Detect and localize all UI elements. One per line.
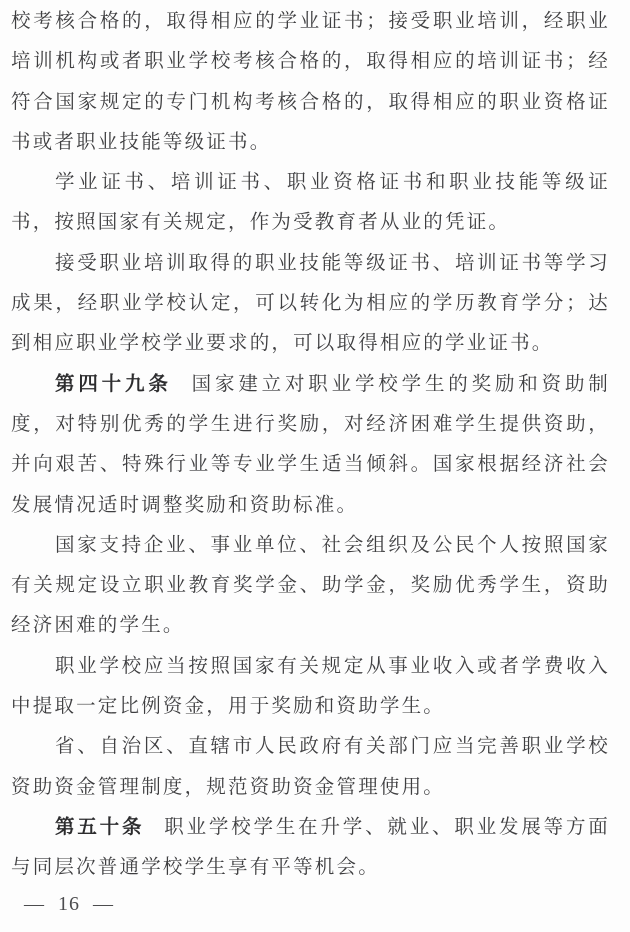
paragraph bbox=[11, 365, 610, 526]
paragraph-text: 省、自治区、直辖市人民政府有关部门应当完善职业学校资助资金管理制度，规范资助资金管理使用。 bbox=[11, 736, 610, 798]
paragraph-text: 国家支持企业、事业单位、社会组织及公民个人按照国家有关规定设立职业教育奖学金、助学金，奖励优秀学生，资助经济困难的学生。 bbox=[11, 534, 610, 637]
article-number: 第五十条 bbox=[55, 816, 145, 838]
paragraph-text: 职业学校学生在升学、就业、职业发展等方面与同层次普通学校学生享有平等机会。 bbox=[11, 816, 610, 879]
paragraph bbox=[11, 526, 610, 647]
paragraph bbox=[11, 808, 610, 889]
paragraph-text: 学业证书、培训证书、职业资格证书和职业技能等级证书，按照国家有关规定，作为受教育者从业的凭证。 bbox=[11, 172, 610, 234]
paragraph bbox=[11, 244, 610, 365]
paragraph-text: 国家建立对职业学校学生的奖励和资助制度，对特别优秀的学生进行奖励，对经济困难学生提供资助，并向艰苦、特殊行业等专业学生适当倾斜。国家根据经济社会发展情况适时调整奖励和资助标准。 bbox=[11, 373, 610, 516]
paragraph-text: 校考核合格的，取得相应的学业证书；接受职业培训，经职业培训机构或者职业学校考核合格的，取得相应的培训证书；经符合国家规定的专门机构考核合格的，取得相应的职业资格证书或者职业技能等级证书。 bbox=[11, 11, 610, 153]
paragraph-text: 职业学校应当按照国家有关规定从事业收入或者学费收入中提取一定比例资金，用于奖励和资助学生。 bbox=[11, 655, 610, 718]
page-number: — 16 — bbox=[24, 893, 114, 915]
article-number: 第四十九条 bbox=[55, 373, 172, 395]
paragraph bbox=[11, 647, 610, 728]
paragraph bbox=[11, 2, 610, 163]
document-body bbox=[11, 2, 610, 889]
paragraph bbox=[11, 727, 610, 808]
paragraph-text: 接受职业培训取得的职业技能等级证书、培训证书等学习成果，经职业学校认定，可以转化为相应的学历教育学分；达到相应职业学校学业要求的，可以取得相应的学业证书。 bbox=[11, 252, 610, 355]
paragraph bbox=[11, 163, 610, 244]
